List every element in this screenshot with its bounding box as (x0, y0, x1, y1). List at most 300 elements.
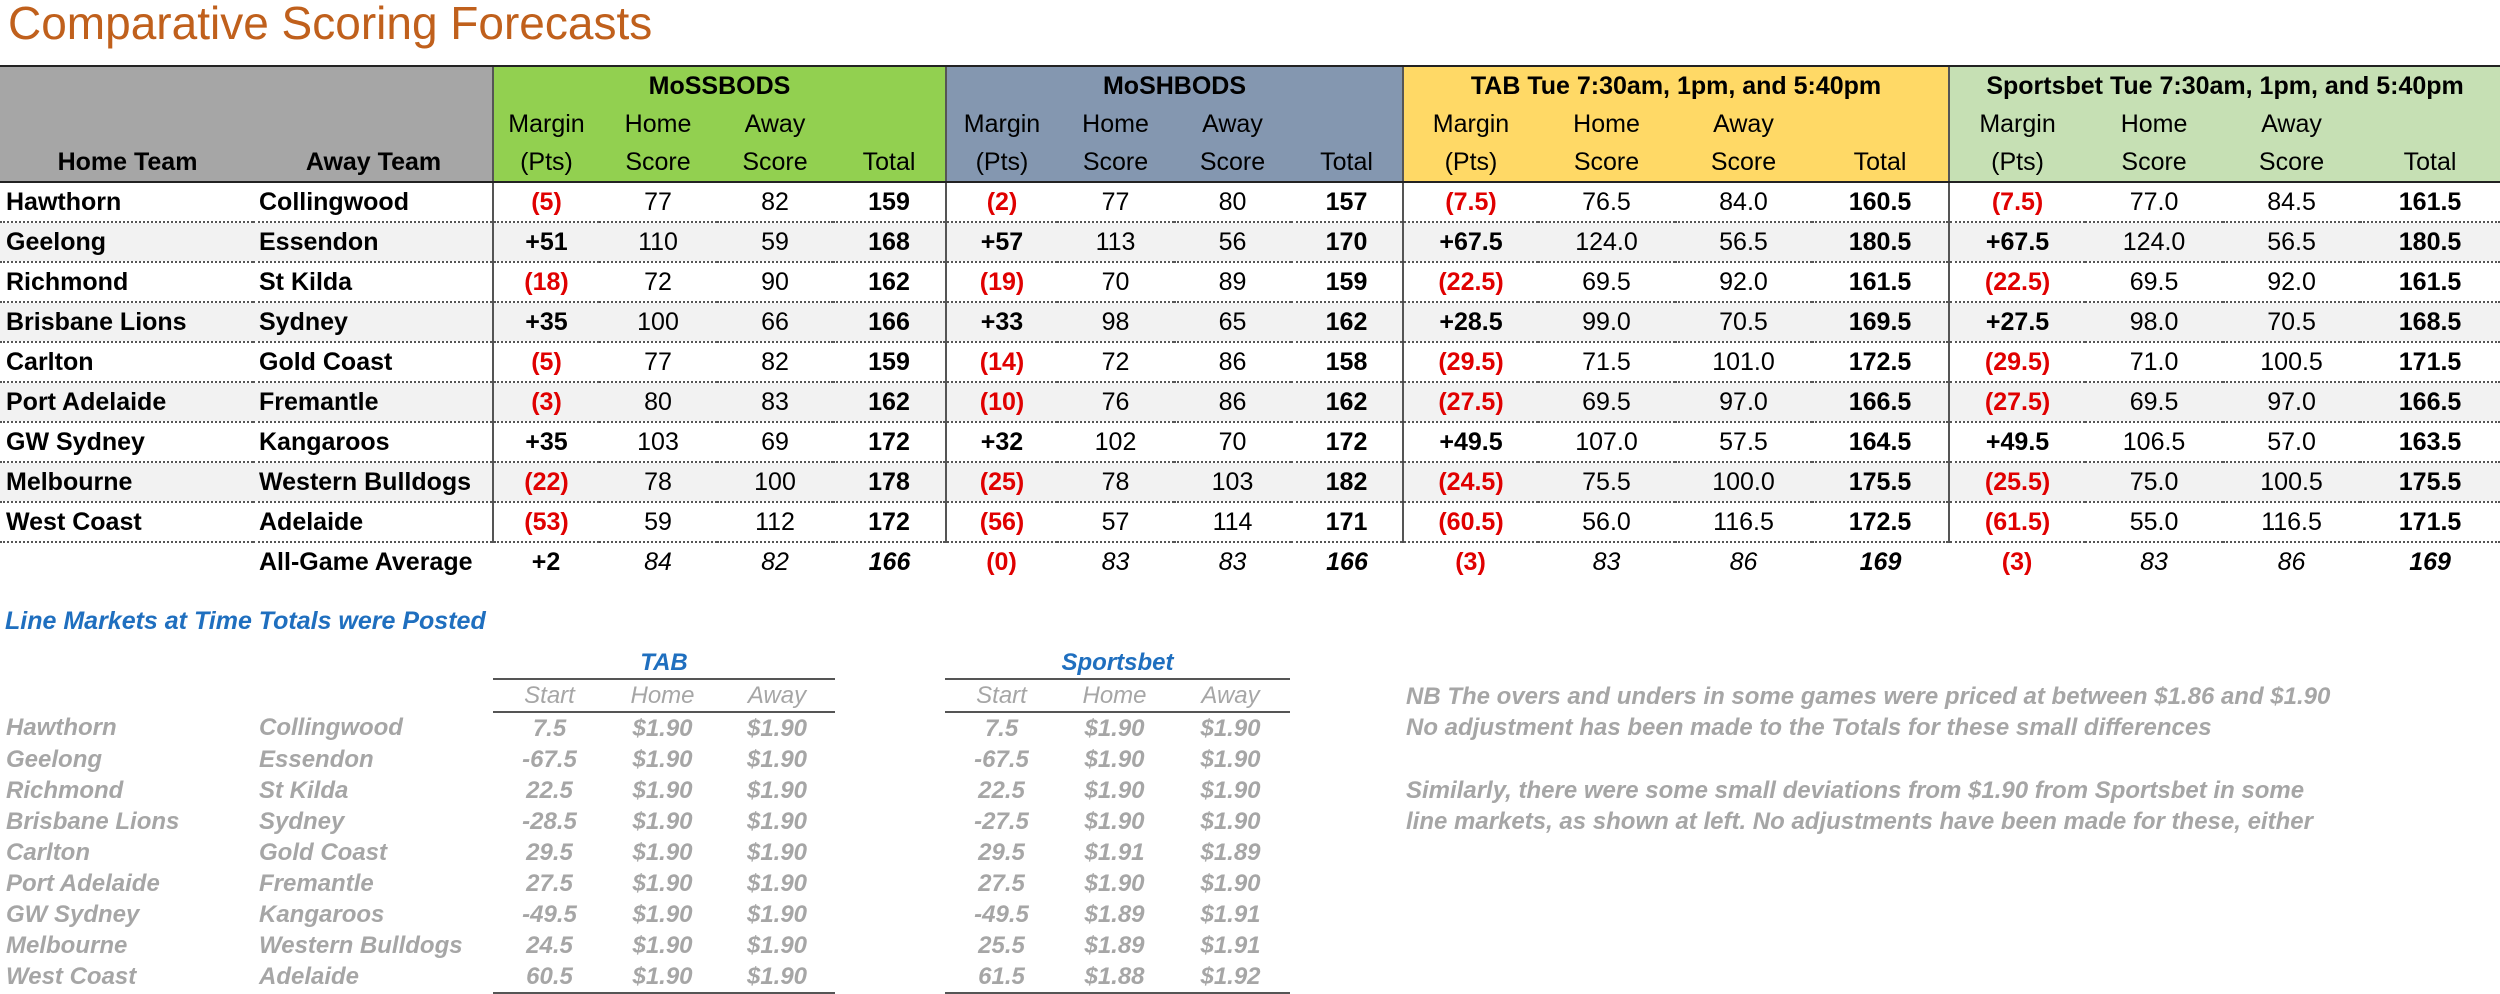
table-row (945, 930, 1290, 961)
avg-total-cell: 166 (1326, 547, 1368, 576)
home-score-cell: 76 (1057, 382, 1174, 422)
away-score-cell: 56 (1174, 222, 1291, 262)
away-team-cell: Collingwood (253, 182, 493, 222)
total-cell: 160.5 (1812, 182, 1949, 222)
home-price-cell: $1.90 (632, 807, 693, 835)
away-price-cell: $1.90 (746, 807, 808, 835)
away-price-cell: $1.90 (1200, 745, 1261, 773)
avg-home-cell: 83 (1101, 547, 1130, 576)
home-price-cell: $1.90 (632, 838, 693, 866)
col-header-top (1291, 105, 1403, 143)
home-score-cell: 80 (599, 382, 717, 422)
away-score-cell: 112 (717, 502, 833, 542)
away-price-cell: $1.90 (746, 931, 808, 959)
home-score-cell: 77 (1057, 182, 1174, 222)
home-score-cell: 106.5 (2085, 422, 2223, 462)
home-score-cell: 110 (599, 222, 717, 262)
away-team-cell: Kangaroos (253, 422, 493, 462)
note-line-3: Similarly, there were some small deviations from $1.90 from Sportsbet in some (1406, 777, 2305, 804)
col-header-top: Away (717, 105, 833, 143)
col-header-bottom: (Pts) (1949, 143, 2085, 182)
start-cell: 7.5 (984, 714, 1019, 742)
away-team-cell: Kangaroos (259, 900, 385, 928)
away-team-cell: Gold Coast (253, 342, 493, 382)
avg-margin-cell: (3) (1455, 547, 1486, 576)
start-cell: -27.5 (974, 807, 1029, 835)
home-team-cell: Richmond (0, 262, 253, 302)
home-score-cell: 124.0 (2085, 222, 2223, 262)
col-header-bottom: Score (1538, 143, 1675, 182)
avg-total-cell: 169 (2409, 547, 2451, 576)
away-score-cell: 86 (1174, 382, 1291, 422)
avg-away-cell: 83 (1218, 547, 1247, 576)
home-price-cell: $1.90 (1084, 776, 1145, 804)
home-score-cell: 69.5 (1538, 262, 1675, 302)
table-row (0, 502, 2500, 542)
forecast-table (0, 65, 2500, 581)
start-cell: -49.5 (974, 900, 1029, 928)
col-header-top: Away (1174, 105, 1291, 143)
margin-cell: (22) (493, 462, 599, 502)
margin-cell: (56) (946, 502, 1057, 542)
home-score-cell: 55.0 (2085, 502, 2223, 542)
page-title: Comparative Scoring Forecasts (8, 0, 653, 49)
col-header-top: Margin (946, 105, 1057, 143)
away-team-cell: Sydney (253, 302, 493, 342)
avg-away-cell: 82 (761, 547, 789, 576)
total-cell: 171.5 (2360, 342, 2500, 382)
margin-cell: (5) (493, 342, 599, 382)
margin-cell: (25.5) (1949, 462, 2085, 502)
home-score-cell: 59 (599, 502, 717, 542)
total-cell: 171.5 (2360, 502, 2500, 542)
home-score-cell: 75.0 (2085, 462, 2223, 502)
home-score-cell: 77 (599, 342, 717, 382)
away-score-cell: 114 (1174, 502, 1291, 542)
away-score-cell: 56.5 (1675, 222, 1812, 262)
margin-cell: (10) (946, 382, 1057, 422)
home-score-cell: 102 (1057, 422, 1174, 462)
away-price-cell: $1.90 (746, 838, 808, 866)
avg-away-cell: 86 (2277, 547, 2306, 576)
col-header: Start (945, 679, 1058, 712)
margin-cell: (7.5) (1403, 182, 1538, 222)
col-header-bottom: Total (1291, 143, 1403, 182)
table-row (0, 462, 2500, 502)
table-row (0, 302, 2500, 342)
total-cell: 168 (833, 222, 946, 262)
away-score-cell: 86 (1174, 342, 1291, 382)
group-tab: TAB Tue 7:30am, 1pm, and 5:40pm (1403, 66, 1949, 105)
home-score-cell: 57 (1057, 502, 1174, 542)
table-row (945, 837, 1290, 868)
home-score-cell: 76.5 (1538, 182, 1675, 222)
margin-cell: (27.5) (1403, 382, 1538, 422)
home-score-cell: 78 (599, 462, 717, 502)
col-header-bottom: Score (1057, 143, 1174, 182)
col-header-bottom: Score (1174, 143, 1291, 182)
away-score-cell: 100.5 (2223, 342, 2360, 382)
away-score-cell: 100.5 (2223, 462, 2360, 502)
col-header-bottom: (Pts) (946, 143, 1057, 182)
home-price-cell: $1.88 (1058, 961, 1171, 993)
home-team-cell: West Coast (0, 502, 253, 542)
start-cell: 29.5 (526, 838, 573, 866)
col-header-bottom: Score (2223, 143, 2360, 182)
total-cell: 172 (1291, 422, 1403, 462)
away-score-cell: 100 (717, 462, 833, 502)
away-score-cell: 90 (717, 262, 833, 302)
total-cell: 159 (833, 182, 946, 222)
col-header-top: Margin (493, 105, 599, 143)
away-team-cell: Essendon (253, 222, 493, 262)
total-cell: 162 (1291, 382, 1403, 422)
home-score-cell: 72 (1057, 342, 1174, 382)
table-row (0, 837, 835, 868)
margin-cell: (53) (493, 502, 599, 542)
home-team-header: Home Team (0, 143, 253, 182)
away-team-cell: Adelaide (259, 963, 360, 990)
home-score-cell: 78 (1057, 462, 1174, 502)
table-row (0, 930, 835, 961)
home-score-cell: 113 (1057, 222, 1174, 262)
away-team-cell: Fremantle (253, 382, 493, 422)
total-cell: 175.5 (1812, 462, 1949, 502)
blank-cell (253, 647, 493, 679)
away-price-cell: $1.90 (1200, 807, 1261, 835)
avg-home-cell: 83 (1592, 547, 1621, 576)
away-score-cell: 57.5 (1675, 422, 1812, 462)
start-cell: 22.5 (526, 776, 573, 804)
margin-cell: +27.5 (1949, 302, 2085, 342)
margin-cell: (14) (946, 342, 1057, 382)
away-score-cell: 69 (717, 422, 833, 462)
home-team-cell: Melbourne (6, 931, 128, 959)
away-score-cell: 116.5 (1675, 502, 1812, 542)
home-team-cell: Richmond (6, 776, 124, 804)
home-team-cell: GW Sydney (6, 900, 140, 928)
away-price-cell: $1.91 (1200, 931, 1261, 959)
total-cell: 169.5 (1812, 302, 1949, 342)
home-team-cell: Brisbane Lions (6, 807, 180, 835)
away-score-cell: 56.5 (2223, 222, 2360, 262)
margin-cell: (29.5) (1949, 342, 2085, 382)
home-price-cell: $1.90 (1084, 807, 1145, 835)
total-cell: 164.5 (1812, 422, 1949, 462)
margin-cell: +67.5 (1403, 222, 1538, 262)
group-sportsbet: Sportsbet Tue 7:30am, 1pm, and 5:40pm (1949, 66, 2500, 105)
tab-line-markets (0, 647, 835, 994)
home-score-cell: 69.5 (1538, 382, 1675, 422)
home-team-cell: Hawthorn (0, 182, 253, 222)
total-cell: 163.5 (2360, 422, 2500, 462)
away-team-cell: St Kilda (253, 262, 493, 302)
margin-cell: (2) (946, 182, 1057, 222)
total-cell: 182 (1291, 462, 1403, 502)
tab-book-header: TAB (493, 647, 835, 679)
blank-cell (253, 679, 493, 712)
blank-cell (0, 647, 253, 679)
total-cell: 161.5 (1812, 262, 1949, 302)
total-cell: 170 (1291, 222, 1403, 262)
margin-cell: +49.5 (1949, 422, 2085, 462)
away-price-cell: $1.90 (1200, 714, 1261, 742)
away-score-cell: 100.0 (1675, 462, 1812, 502)
away-price-cell: $1.91 (1200, 900, 1261, 928)
home-score-cell: 99.0 (1538, 302, 1675, 342)
away-score-cell: 89 (1174, 262, 1291, 302)
group-mossbods: MoSSBODS (493, 66, 946, 105)
margin-cell: (22.5) (1949, 262, 2085, 302)
total-cell: 172.5 (1812, 342, 1949, 382)
away-score-cell: 57.0 (2223, 422, 2360, 462)
margin-cell: (3) (493, 382, 599, 422)
away-price-cell: $1.90 (1200, 869, 1261, 897)
start-cell: -49.5 (522, 900, 577, 928)
away-team-cell: Fremantle (259, 869, 374, 897)
away-price-cell: $1.90 (719, 961, 835, 993)
col-header-top: Away (1675, 105, 1812, 143)
blank-cell (0, 679, 253, 712)
col-header-bottom: Score (717, 143, 833, 182)
away-score-cell: 97.0 (2223, 382, 2360, 422)
home-team-cell: Carlton (0, 342, 253, 382)
home-team-cell: Melbourne (0, 462, 253, 502)
margin-cell: +49.5 (1403, 422, 1538, 462)
away-team-cell: Western Bulldogs (259, 931, 463, 959)
home-price-cell: $1.90 (606, 961, 719, 993)
home-price-cell: $1.90 (1084, 714, 1145, 742)
start-cell: 29.5 (978, 838, 1025, 866)
table-row (945, 868, 1290, 899)
home-score-cell: 100 (599, 302, 717, 342)
avg-home-cell: 83 (2140, 547, 2168, 576)
away-score-cell: 70.5 (2223, 302, 2360, 342)
table-row (945, 775, 1290, 806)
group-moshbods: MoSHBODS (946, 66, 1403, 105)
away-price-cell: $1.90 (746, 900, 808, 928)
home-score-cell: 71.0 (2085, 342, 2223, 382)
away-team-header: Away Team (253, 143, 493, 182)
away-score-cell: 82 (717, 342, 833, 382)
margin-cell: +35 (493, 302, 599, 342)
table-row (945, 744, 1290, 775)
col-header-top: Margin (1403, 105, 1538, 143)
home-price-cell: $1.90 (1084, 745, 1145, 773)
total-cell: 172 (833, 502, 946, 542)
margin-cell: +33 (946, 302, 1057, 342)
away-price-cell: $1.90 (746, 869, 808, 897)
home-score-cell: 98 (1057, 302, 1174, 342)
table-row (0, 806, 835, 837)
avg-margin-cell: (0) (986, 547, 1017, 576)
away-score-cell: 84.0 (1675, 182, 1812, 222)
margin-cell: (61.5) (1949, 502, 2085, 542)
home-score-cell: 77.0 (2085, 182, 2223, 222)
total-cell: 166.5 (1812, 382, 1949, 422)
away-score-cell: 70.5 (1675, 302, 1812, 342)
table-row (0, 712, 835, 744)
away-team-cell: Adelaide (253, 502, 493, 542)
away-score-cell: 103 (1174, 462, 1291, 502)
home-score-cell: 77 (599, 182, 717, 222)
home-team-cell: Brisbane Lions (0, 302, 253, 342)
away-score-cell: 116.5 (2223, 502, 2360, 542)
away-score-cell: 80 (1174, 182, 1291, 222)
sportsbet-book-header: Sportsbet (945, 647, 1290, 679)
start-cell: 60.5 (493, 961, 606, 993)
total-cell: 159 (1291, 262, 1403, 302)
away-team-cell: Western Bulldogs (253, 462, 493, 502)
margin-cell: +28.5 (1403, 302, 1538, 342)
away-price-cell: $1.92 (1171, 961, 1290, 993)
total-cell: 162 (1291, 302, 1403, 342)
avg-total-cell: 166 (868, 547, 911, 576)
start-cell: 24.5 (526, 931, 573, 959)
col-header-bottom: Total (2360, 143, 2500, 182)
table-row (0, 422, 2500, 462)
home-price-cell: $1.90 (1084, 869, 1145, 897)
table-row (945, 712, 1290, 744)
margin-cell: (25) (946, 462, 1057, 502)
away-score-cell: 92.0 (1675, 262, 1812, 302)
away-score-cell: 101.0 (1675, 342, 1812, 382)
margin-cell: (19) (946, 262, 1057, 302)
col-header: Away (719, 679, 835, 712)
away-score-cell: 84.5 (2223, 182, 2360, 222)
col-header-bottom: Score (2085, 143, 2223, 182)
sportsbet-line-markets (945, 647, 1290, 994)
away-score-cell: 92.0 (2223, 262, 2360, 302)
home-price-cell: $1.90 (632, 776, 693, 804)
home-team-cell: Hawthorn (6, 714, 117, 741)
average-label: All-Game Average (259, 547, 473, 576)
margin-cell: +32 (946, 422, 1057, 462)
away-team-cell: Gold Coast (259, 838, 388, 866)
col-header: Away (1171, 679, 1290, 712)
away-score-cell: 83 (717, 382, 833, 422)
home-score-cell: 72 (599, 262, 717, 302)
table-row (0, 899, 835, 930)
col-header-bottom: Score (1675, 143, 1812, 182)
margin-cell: +35 (493, 422, 599, 462)
average-blank (0, 542, 253, 581)
margin-cell: (5) (493, 182, 599, 222)
start-cell: 22.5 (978, 776, 1025, 804)
home-score-cell: 75.5 (1538, 462, 1675, 502)
col-header-top (1812, 105, 1949, 143)
away-team-cell: St Kilda (259, 776, 349, 804)
line-markets-title: Line Markets at Time Totals were Posted (5, 607, 486, 635)
home-team-cell: Port Adelaide (6, 869, 160, 897)
away-score-cell: 97.0 (1675, 382, 1812, 422)
away-team-cell: Essendon (259, 745, 374, 773)
col-header-bottom: (Pts) (493, 143, 599, 182)
home-price-cell: $1.90 (632, 714, 693, 742)
table-row (0, 775, 835, 806)
away-price-cell: $1.90 (746, 745, 808, 773)
home-price-cell: $1.90 (632, 869, 693, 897)
col-header-bottom: Total (833, 143, 946, 182)
total-cell: 178 (833, 462, 946, 502)
start-cell: -67.5 (974, 745, 1029, 773)
home-price-cell: $1.89 (1084, 931, 1145, 959)
total-cell: 180.5 (1812, 222, 1949, 262)
table-row (0, 961, 835, 993)
margin-cell: (29.5) (1403, 342, 1538, 382)
table-row (945, 961, 1290, 993)
col-header-bottom: Score (599, 143, 717, 182)
away-score-cell: 66 (717, 302, 833, 342)
total-cell: 162 (833, 262, 946, 302)
total-cell: 161.5 (2360, 262, 2500, 302)
total-cell: 158 (1291, 342, 1403, 382)
home-team-cell: West Coast (6, 963, 137, 990)
total-cell: 175.5 (2360, 462, 2500, 502)
home-team-cell: Geelong (6, 745, 103, 773)
margin-cell: (27.5) (1949, 382, 2085, 422)
home-price-cell: $1.91 (1084, 838, 1145, 866)
away-score-cell: 70 (1174, 422, 1291, 462)
away-price-cell: $1.89 (1200, 838, 1261, 866)
margin-cell: (24.5) (1403, 462, 1538, 502)
away-score-cell: 59 (717, 222, 833, 262)
total-cell: 180.5 (2360, 222, 2500, 262)
total-cell: 166 (833, 302, 946, 342)
start-cell: 27.5 (978, 869, 1025, 897)
home-price-cell: $1.89 (1084, 900, 1145, 928)
away-price-cell: $1.90 (1200, 776, 1261, 804)
margin-cell: +67.5 (1949, 222, 2085, 262)
table-row (945, 806, 1290, 837)
away-price-cell: $1.90 (746, 776, 808, 804)
total-cell: 161.5 (2360, 182, 2500, 222)
home-team-cell: Port Adelaide (0, 382, 253, 422)
avg-away-cell: 86 (1729, 547, 1758, 576)
start-cell: 7.5 (532, 714, 567, 742)
avg-total-cell: 169 (1859, 547, 1902, 576)
avg-margin-cell: +2 (531, 547, 561, 576)
table-row (0, 222, 2500, 262)
total-cell: 172.5 (1812, 502, 1949, 542)
col-header-bottom: (Pts) (1403, 143, 1538, 182)
avg-margin-cell: (3) (2001, 547, 2033, 576)
margin-cell: +51 (493, 222, 599, 262)
margin-cell: (18) (493, 262, 599, 302)
note-line-4: line markets, as shown at left. No adjustments have been made for these, either (1406, 808, 2313, 835)
home-score-cell: 107.0 (1538, 422, 1675, 462)
note-line-2: No adjustment has been made to the Totals for these small differences (1406, 714, 2212, 741)
home-price-cell: $1.90 (632, 745, 693, 773)
away-score-cell: 82 (717, 182, 833, 222)
home-team-cell: Carlton (6, 838, 90, 866)
away-score-cell: 65 (1174, 302, 1291, 342)
total-cell: 171 (1291, 502, 1403, 542)
avg-home-cell: 84 (644, 547, 672, 576)
start-cell: 61.5 (945, 961, 1058, 993)
col-header-top: Home (1538, 105, 1675, 143)
start-cell: 27.5 (526, 869, 573, 897)
home-team-cell: Geelong (0, 222, 253, 262)
away-price-cell: $1.90 (746, 714, 808, 742)
start-cell: 25.5 (978, 931, 1025, 959)
margin-cell: (22.5) (1403, 262, 1538, 302)
average-row (0, 542, 2500, 581)
table-row (0, 182, 2500, 222)
table-row (0, 262, 2500, 302)
col-header-top: Away (2223, 105, 2360, 143)
home-score-cell: 56.0 (1538, 502, 1675, 542)
